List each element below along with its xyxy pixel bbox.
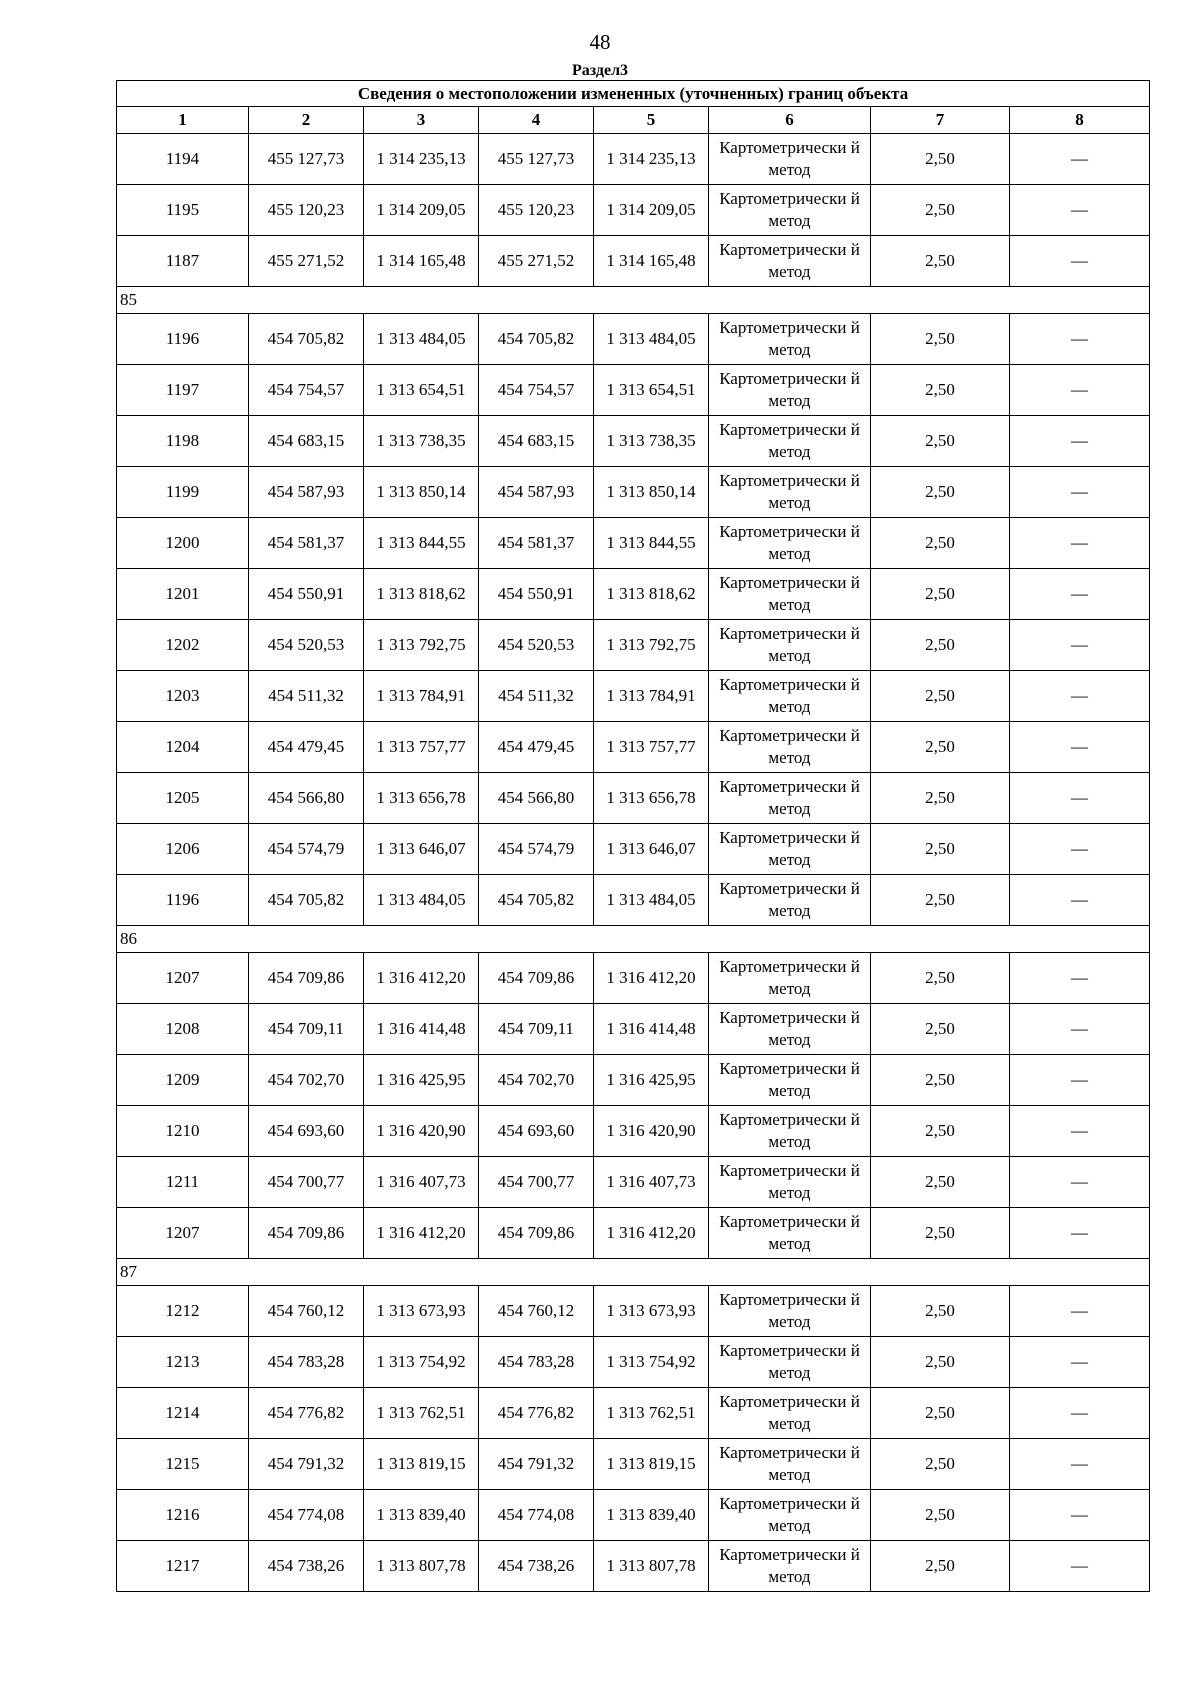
x-existing-cell: 454 791,32 <box>249 1439 364 1490</box>
method-cell: Картометрически й метод <box>709 365 871 416</box>
y-existing-cell: 1 314 209,05 <box>364 185 479 236</box>
x-existing-cell: 455 120,23 <box>249 185 364 236</box>
y-existing-cell: 1 313 654,51 <box>364 365 479 416</box>
table-row <box>117 467 1150 518</box>
method-cell: Картометрически й метод <box>709 467 871 518</box>
column-number: 1 <box>117 107 249 134</box>
x-refined-cell: 454 587,93 <box>479 467 594 518</box>
x-refined-cell: 455 271,52 <box>479 236 594 287</box>
y-refined-cell: 1 316 412,20 <box>594 1208 709 1259</box>
x-existing-cell: 454 754,57 <box>249 365 364 416</box>
y-existing-cell: 1 316 407,73 <box>364 1157 479 1208</box>
contour-group-row <box>117 926 1150 953</box>
x-existing-cell: 454 693,60 <box>249 1106 364 1157</box>
y-refined-cell: 1 313 757,77 <box>594 722 709 773</box>
description-cell: — <box>1010 416 1150 467</box>
description-cell: — <box>1010 467 1150 518</box>
column-number: 5 <box>594 107 709 134</box>
x-refined-cell: 454 754,57 <box>479 365 594 416</box>
y-existing-cell: 1 313 844,55 <box>364 518 479 569</box>
y-refined-cell: 1 313 654,51 <box>594 365 709 416</box>
accuracy-cell: 2,50 <box>871 620 1010 671</box>
y-existing-cell: 1 313 656,78 <box>364 773 479 824</box>
point-number-cell: 1187 <box>117 236 249 287</box>
table-row <box>117 1106 1150 1157</box>
method-cell: Картометрически й метод <box>709 1208 871 1259</box>
method-cell: Картометрически й метод <box>709 824 871 875</box>
point-number-cell: 1207 <box>117 1208 249 1259</box>
x-refined-cell: 454 709,86 <box>479 1208 594 1259</box>
table-row <box>117 722 1150 773</box>
accuracy-cell: 2,50 <box>871 185 1010 236</box>
table-row <box>117 569 1150 620</box>
point-number-cell: 1195 <box>117 185 249 236</box>
y-refined-cell: 1 313 818,62 <box>594 569 709 620</box>
accuracy-cell: 2,50 <box>871 1055 1010 1106</box>
point-number-cell: 1215 <box>117 1439 249 1490</box>
y-existing-cell: 1 316 412,20 <box>364 1208 479 1259</box>
x-existing-cell: 455 271,52 <box>249 236 364 287</box>
x-existing-cell: 454 705,82 <box>249 875 364 926</box>
table-row <box>117 620 1150 671</box>
accuracy-cell: 2,50 <box>871 1208 1010 1259</box>
y-existing-cell: 1 313 839,40 <box>364 1490 479 1541</box>
page-number: 48 <box>589 30 611 54</box>
contour-number: 86 <box>117 926 1150 953</box>
y-refined-cell: 1 316 425,95 <box>594 1055 709 1106</box>
accuracy-cell: 2,50 <box>871 467 1010 518</box>
y-refined-cell: 1 314 235,13 <box>594 134 709 185</box>
table-row <box>117 185 1150 236</box>
method-cell: Картометрически й метод <box>709 1388 871 1439</box>
x-refined-cell: 454 709,11 <box>479 1004 594 1055</box>
y-existing-cell: 1 313 484,05 <box>364 875 479 926</box>
x-existing-cell: 454 700,77 <box>249 1157 364 1208</box>
y-existing-cell: 1 316 412,20 <box>364 953 479 1004</box>
accuracy-cell: 2,50 <box>871 569 1010 620</box>
point-number-cell: 1211 <box>117 1157 249 1208</box>
point-number-cell: 1214 <box>117 1388 249 1439</box>
method-cell: Картометрически й метод <box>709 1286 871 1337</box>
accuracy-cell: 2,50 <box>871 314 1010 365</box>
y-existing-cell: 1 313 792,75 <box>364 620 479 671</box>
contour-number: 87 <box>117 1259 1150 1286</box>
x-refined-cell: 454 700,77 <box>479 1157 594 1208</box>
x-refined-cell: 454 693,60 <box>479 1106 594 1157</box>
method-cell: Картометрически й метод <box>709 185 871 236</box>
x-refined-cell: 454 702,70 <box>479 1055 594 1106</box>
y-refined-cell: 1 313 807,78 <box>594 1541 709 1592</box>
point-number-cell: 1204 <box>117 722 249 773</box>
y-existing-cell: 1 316 425,95 <box>364 1055 479 1106</box>
accuracy-cell: 2,50 <box>871 1541 1010 1592</box>
method-cell: Картометрически й метод <box>709 236 871 287</box>
y-refined-cell: 1 313 656,78 <box>594 773 709 824</box>
point-number-cell: 1208 <box>117 1004 249 1055</box>
accuracy-cell: 2,50 <box>871 1439 1010 1490</box>
table-row <box>117 518 1150 569</box>
y-existing-cell: 1 313 646,07 <box>364 824 479 875</box>
description-cell: — <box>1010 1004 1150 1055</box>
accuracy-cell: 2,50 <box>871 1004 1010 1055</box>
method-cell: Картометрически й метод <box>709 1106 871 1157</box>
method-cell: Картометрически й метод <box>709 1004 871 1055</box>
x-existing-cell: 454 550,91 <box>249 569 364 620</box>
method-cell: Картометрически й метод <box>709 671 871 722</box>
column-number-row <box>117 107 1150 134</box>
accuracy-cell: 2,50 <box>871 953 1010 1004</box>
point-number-cell: 1206 <box>117 824 249 875</box>
method-cell: Картометрически й метод <box>709 875 871 926</box>
description-cell: — <box>1010 1337 1150 1388</box>
column-number: 2 <box>249 107 364 134</box>
y-refined-cell: 1 313 819,15 <box>594 1439 709 1490</box>
description-cell: — <box>1010 1541 1150 1592</box>
y-existing-cell: 1 313 484,05 <box>364 314 479 365</box>
table-row <box>117 416 1150 467</box>
point-number-cell: 1202 <box>117 620 249 671</box>
x-refined-cell: 454 705,82 <box>479 875 594 926</box>
x-refined-cell: 454 791,32 <box>479 1439 594 1490</box>
x-refined-cell: 454 581,37 <box>479 518 594 569</box>
table-caption-row <box>117 81 1150 107</box>
description-cell: — <box>1010 953 1150 1004</box>
accuracy-cell: 2,50 <box>871 416 1010 467</box>
point-number-cell: 1194 <box>117 134 249 185</box>
table-caption: Сведения о местоположении измененных (уточненных) границ объекта <box>117 81 1150 107</box>
y-existing-cell: 1 316 414,48 <box>364 1004 479 1055</box>
x-existing-cell: 454 709,11 <box>249 1004 364 1055</box>
y-refined-cell: 1 316 420,90 <box>594 1106 709 1157</box>
y-refined-cell: 1 314 165,48 <box>594 236 709 287</box>
accuracy-cell: 2,50 <box>871 773 1010 824</box>
point-number-cell: 1212 <box>117 1286 249 1337</box>
method-cell: Картометрически й метод <box>709 1541 871 1592</box>
y-existing-cell: 1 313 819,15 <box>364 1439 479 1490</box>
point-number-cell: 1198 <box>117 416 249 467</box>
description-cell: — <box>1010 314 1150 365</box>
boundary-coordinates-table <box>116 80 1150 1592</box>
method-cell: Картометрически й метод <box>709 1337 871 1388</box>
accuracy-cell: 2,50 <box>871 1337 1010 1388</box>
y-refined-cell: 1 313 839,40 <box>594 1490 709 1541</box>
table-row <box>117 314 1150 365</box>
table-row <box>117 1388 1150 1439</box>
y-refined-cell: 1 316 412,20 <box>594 953 709 1004</box>
y-refined-cell: 1 313 792,75 <box>594 620 709 671</box>
section-title: Раздел3 <box>571 62 629 79</box>
x-refined-cell: 454 683,15 <box>479 416 594 467</box>
column-number: 7 <box>871 107 1010 134</box>
point-number-cell: 1197 <box>117 365 249 416</box>
description-cell: — <box>1010 518 1150 569</box>
x-existing-cell: 454 702,70 <box>249 1055 364 1106</box>
x-refined-cell: 454 783,28 <box>479 1337 594 1388</box>
x-refined-cell: 454 479,45 <box>479 722 594 773</box>
accuracy-cell: 2,50 <box>871 236 1010 287</box>
method-cell: Картометрически й метод <box>709 134 871 185</box>
table-row <box>117 1286 1150 1337</box>
accuracy-cell: 2,50 <box>871 671 1010 722</box>
y-existing-cell: 1 314 235,13 <box>364 134 479 185</box>
accuracy-cell: 2,50 <box>871 1388 1010 1439</box>
method-cell: Картометрически й метод <box>709 314 871 365</box>
accuracy-cell: 2,50 <box>871 1157 1010 1208</box>
method-cell: Картометрически й метод <box>709 722 871 773</box>
description-cell: — <box>1010 1286 1150 1337</box>
method-cell: Картометрически й метод <box>709 773 871 824</box>
method-cell: Картометрически й метод <box>709 1055 871 1106</box>
y-refined-cell: 1 313 762,51 <box>594 1388 709 1439</box>
y-existing-cell: 1 313 850,14 <box>364 467 479 518</box>
contour-number: 85 <box>117 287 1150 314</box>
point-number-cell: 1201 <box>117 569 249 620</box>
point-number-cell: 1200 <box>117 518 249 569</box>
method-cell: Картометрически й метод <box>709 569 871 620</box>
y-refined-cell: 1 313 484,05 <box>594 875 709 926</box>
table-row <box>117 365 1150 416</box>
table-row <box>117 875 1150 926</box>
description-cell: — <box>1010 236 1150 287</box>
point-number-cell: 1217 <box>117 1541 249 1592</box>
description-cell: — <box>1010 1055 1150 1106</box>
point-number-cell: 1216 <box>117 1490 249 1541</box>
method-cell: Картометрически й метод <box>709 518 871 569</box>
description-cell: — <box>1010 185 1150 236</box>
point-number-cell: 1210 <box>117 1106 249 1157</box>
x-existing-cell: 454 566,80 <box>249 773 364 824</box>
point-number-cell: 1205 <box>117 773 249 824</box>
table-row <box>117 671 1150 722</box>
y-existing-cell: 1 313 762,51 <box>364 1388 479 1439</box>
point-number-cell: 1207 <box>117 953 249 1004</box>
y-refined-cell: 1 313 484,05 <box>594 314 709 365</box>
table-row <box>117 1004 1150 1055</box>
x-existing-cell: 454 709,86 <box>249 953 364 1004</box>
description-cell: — <box>1010 1157 1150 1208</box>
x-refined-cell: 454 574,79 <box>479 824 594 875</box>
table-row <box>117 824 1150 875</box>
x-existing-cell: 455 127,73 <box>249 134 364 185</box>
x-existing-cell: 454 511,32 <box>249 671 364 722</box>
y-refined-cell: 1 314 209,05 <box>594 185 709 236</box>
x-refined-cell: 454 705,82 <box>479 314 594 365</box>
table-row <box>117 1490 1150 1541</box>
method-cell: Картометрически й метод <box>709 1439 871 1490</box>
table-row <box>117 1055 1150 1106</box>
x-existing-cell: 454 479,45 <box>249 722 364 773</box>
table-row <box>117 1439 1150 1490</box>
accuracy-cell: 2,50 <box>871 722 1010 773</box>
x-existing-cell: 454 783,28 <box>249 1337 364 1388</box>
description-cell: — <box>1010 875 1150 926</box>
x-existing-cell: 454 587,93 <box>249 467 364 518</box>
x-existing-cell: 454 738,26 <box>249 1541 364 1592</box>
y-refined-cell: 1 313 646,07 <box>594 824 709 875</box>
description-cell: — <box>1010 1208 1150 1259</box>
table-row <box>117 1208 1150 1259</box>
column-number: 8 <box>1010 107 1150 134</box>
x-existing-cell: 454 520,53 <box>249 620 364 671</box>
y-existing-cell: 1 313 784,91 <box>364 671 479 722</box>
y-refined-cell: 1 313 784,91 <box>594 671 709 722</box>
column-number: 4 <box>479 107 594 134</box>
x-existing-cell: 454 776,82 <box>249 1388 364 1439</box>
method-cell: Картометрически й метод <box>709 1157 871 1208</box>
x-refined-cell: 454 774,08 <box>479 1490 594 1541</box>
accuracy-cell: 2,50 <box>871 824 1010 875</box>
accuracy-cell: 2,50 <box>871 1106 1010 1157</box>
table-row <box>117 953 1150 1004</box>
description-cell: — <box>1010 569 1150 620</box>
y-existing-cell: 1 316 420,90 <box>364 1106 479 1157</box>
x-refined-cell: 454 709,86 <box>479 953 594 1004</box>
x-refined-cell: 454 520,53 <box>479 620 594 671</box>
table-row <box>117 236 1150 287</box>
description-cell: — <box>1010 671 1150 722</box>
point-number-cell: 1209 <box>117 1055 249 1106</box>
x-refined-cell: 454 760,12 <box>479 1286 594 1337</box>
y-refined-cell: 1 313 673,93 <box>594 1286 709 1337</box>
description-cell: — <box>1010 1439 1150 1490</box>
x-refined-cell: 454 776,82 <box>479 1388 594 1439</box>
y-refined-cell: 1 313 844,55 <box>594 518 709 569</box>
x-existing-cell: 454 574,79 <box>249 824 364 875</box>
point-number-cell: 1213 <box>117 1337 249 1388</box>
contour-group-row <box>117 287 1150 314</box>
x-refined-cell: 455 127,73 <box>479 134 594 185</box>
y-refined-cell: 1 316 407,73 <box>594 1157 709 1208</box>
table-row <box>117 1157 1150 1208</box>
description-cell: — <box>1010 620 1150 671</box>
table-row <box>117 1337 1150 1388</box>
x-existing-cell: 454 709,86 <box>249 1208 364 1259</box>
x-existing-cell: 454 581,37 <box>249 518 364 569</box>
x-refined-cell: 454 566,80 <box>479 773 594 824</box>
accuracy-cell: 2,50 <box>871 134 1010 185</box>
point-number-cell: 1199 <box>117 467 249 518</box>
y-existing-cell: 1 313 738,35 <box>364 416 479 467</box>
accuracy-cell: 2,50 <box>871 518 1010 569</box>
accuracy-cell: 2,50 <box>871 1490 1010 1541</box>
y-refined-cell: 1 313 754,92 <box>594 1337 709 1388</box>
y-refined-cell: 1 313 738,35 <box>594 416 709 467</box>
description-cell: — <box>1010 1490 1150 1541</box>
accuracy-cell: 2,50 <box>871 875 1010 926</box>
y-refined-cell: 1 316 414,48 <box>594 1004 709 1055</box>
description-cell: — <box>1010 365 1150 416</box>
description-cell: — <box>1010 1106 1150 1157</box>
x-existing-cell: 454 705,82 <box>249 314 364 365</box>
y-existing-cell: 1 313 818,62 <box>364 569 479 620</box>
y-refined-cell: 1 313 850,14 <box>594 467 709 518</box>
description-cell: — <box>1010 1388 1150 1439</box>
description-cell: — <box>1010 722 1150 773</box>
y-existing-cell: 1 313 757,77 <box>364 722 479 773</box>
method-cell: Картометрически й метод <box>709 416 871 467</box>
method-cell: Картометрически й метод <box>709 953 871 1004</box>
x-refined-cell: 454 738,26 <box>479 1541 594 1592</box>
contour-group-row <box>117 1259 1150 1286</box>
y-existing-cell: 1 314 165,48 <box>364 236 479 287</box>
x-existing-cell: 454 774,08 <box>249 1490 364 1541</box>
description-cell: — <box>1010 824 1150 875</box>
x-refined-cell: 455 120,23 <box>479 185 594 236</box>
accuracy-cell: 2,50 <box>871 1286 1010 1337</box>
point-number-cell: 1196 <box>117 314 249 365</box>
method-cell: Картометрически й метод <box>709 1490 871 1541</box>
x-refined-cell: 454 511,32 <box>479 671 594 722</box>
table-row <box>117 1541 1150 1592</box>
table-row <box>117 134 1150 185</box>
x-existing-cell: 454 760,12 <box>249 1286 364 1337</box>
column-number: 6 <box>709 107 871 134</box>
accuracy-cell: 2,50 <box>871 365 1010 416</box>
y-existing-cell: 1 313 673,93 <box>364 1286 479 1337</box>
method-cell: Картометрически й метод <box>709 620 871 671</box>
description-cell: — <box>1010 134 1150 185</box>
table-row <box>117 773 1150 824</box>
description-cell: — <box>1010 773 1150 824</box>
point-number-cell: 1203 <box>117 671 249 722</box>
y-existing-cell: 1 313 807,78 <box>364 1541 479 1592</box>
x-existing-cell: 454 683,15 <box>249 416 364 467</box>
x-refined-cell: 454 550,91 <box>479 569 594 620</box>
column-number: 3 <box>364 107 479 134</box>
point-number-cell: 1196 <box>117 875 249 926</box>
y-existing-cell: 1 313 754,92 <box>364 1337 479 1388</box>
